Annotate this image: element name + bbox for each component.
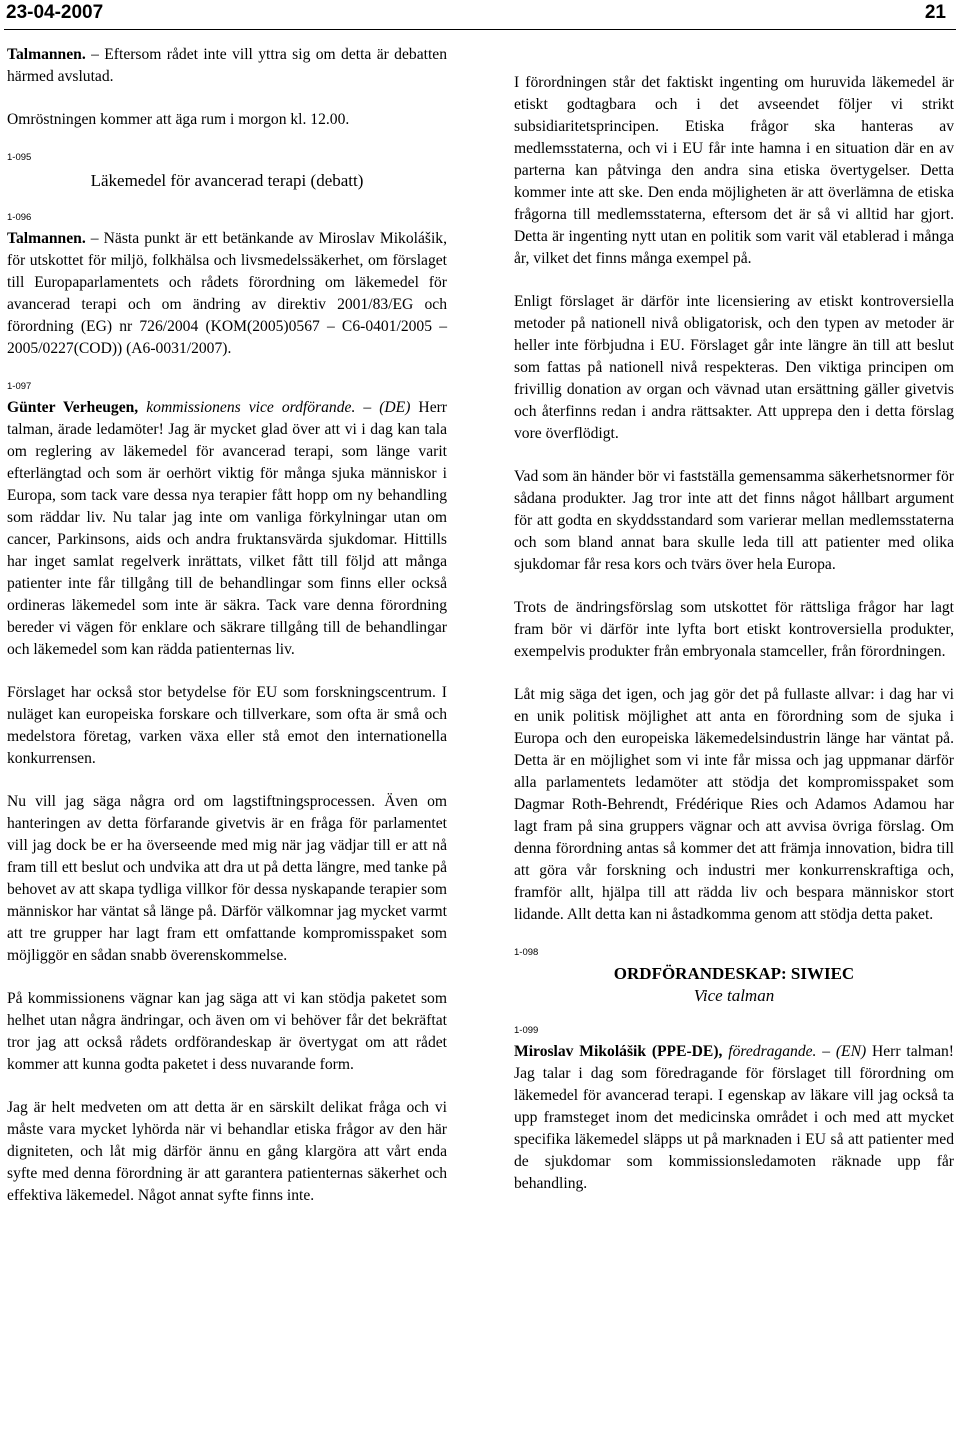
speaker-role: kommissionens vice ordförande. – (DE) [138, 399, 411, 416]
header-rule [4, 29, 956, 30]
paragraph-text: Vad som än händer bör vi fastställa gemensamma säkerhetsnormer för sådana produkter. Jag tror inte att det finns något hållbart argument för att godta en skyddsstandard som varierar mellan medlemsstaterna och som bland annat bara skulle leda till att patienter med olika sjukdomar får resa kors och tvärs över hela Europa. [514, 468, 954, 573]
speaker-name: Günter Verheugen, [7, 399, 139, 416]
paragraph-text: Herr talman, ärade ledamöter! Jag är mycket glad över att vi i dag kan tala om reglering av läkemedel för avancerad terapi, som länge varit efterlängtad och som är oerhört viktig för många sjuka människor i Europa, som tack vare dessa nya terapier fått hopp om ny behandling som räddar liv. Nu talar jag inte om vanliga förkylningar utan om cancer, Parkinsons, aids och andra fruktansvärda sjukdomar. Hittills har inget samlat regelverk inrättats, vilket fått till följd att många patienter inte får tillgång till de behandlingar som finns eller också ordineras läkemedel som inte är säkra. Tack vare denna förordning bereder vi vägen för enklare och säkrare tillgång till de behandlingar och läkemedel som kan rädda patienternas liv. [7, 399, 447, 658]
left-column [7, 44, 447, 1228]
item-reference: 1-095 [7, 152, 32, 163]
paragraph-vote: Omröstningen kommer att äga rum i morgon kl. 12.00. [7, 111, 350, 128]
paragraph-text: Förslaget har också stor betydelse för EU som forskningscentrum. I nuläget kan europeiska forskare och tillverkare, som ofta är små och medelstora företag, varken växa eller stå emot den internationella konkurrensen. [7, 684, 447, 767]
presidency-heading: ORDFÖRANDESKAP: SIWIEC [613, 964, 855, 983]
right-column [514, 72, 954, 1216]
speaker-name: Talmannen. [7, 46, 86, 63]
page-header [0, 0, 960, 32]
paragraph-text: På kommissionens vägnar kan jag säga att vi kan stödja paketet som helhet utan några ändringar, och även om vi behöver får det bekräftat tror jag att också rådets ordförandeskap är övertygat om att rådet kommer att kunna godta paketet i dess nuvarande form. [7, 990, 447, 1073]
paragraph-text: – Nästa punkt är ett betänkande av Miroslav Mikolášik, för utskottet för miljö, folkhälsa och livsmedelssäkerhet, om förslaget till Europaparlamentets och rådets förordning om läkemedel för avancerad terapi och om ändring av direktiv 2001/83/EG och förordning (EG) nr 726/2004 (KOM(2005)0567 – C6-0401/2005 – 2005/0227(COD)) (A6-0031/2007). [7, 230, 447, 357]
paragraph-text: Herr talman! Jag talar i dag som föredragande för förslaget till förordning om läkemedel för avancerad terapi. I egenskap av läkare vill jag också ta upp framsteget inom det medicinska området i och med att mycket specifika läkemedel släpps ut på marknaden i EU så att patienter med de sjukdomar som kommissionsledamoten räknade upp får behandling. [514, 1043, 955, 1192]
speaker-name: Talmannen. [7, 230, 86, 247]
paragraph-text: Låt mig säga det igen, och jag gör det på fullaste allvar: i dag har vi en unik politisk möjlighet att anta en förordning som de sjuka i Europa och den europeiska läkemedelsindustrin länge har väntat på. Detta är en möjlighet som vi inte får missa och jag uppmanar därför alla parlamentets ledamöter att stödja det kompromisspaket som Dagmar Roth-Behrendt, Frédérique Ries och Adamos Adamou har lagt fram på sina gruppers vägnar och att avvisa övriga förslag. Om denna förordning antas så kommer det att främja innovation, bidra till att göra vår forskning och industri mer konkurrenskraftiga och, framför allt, hjälpa till att rädda liv och bespara människor stort lidande. Allt detta kan ni åstadkomma genom att stödja detta paket. [514, 686, 954, 923]
item-reference: 1-097 [7, 381, 32, 392]
section-heading: Läkemedel för avancerad terapi (debatt) [90, 171, 364, 190]
item-reference: 1-098 [514, 947, 539, 958]
item-reference: 1-096 [7, 212, 32, 223]
paragraph-text: – Eftersom rådet inte vill yttra sig om detta är debatten härmed avslutad. [7, 46, 447, 85]
paragraph-closing [7, 44, 447, 88]
paragraph-text: Trots de ändringsförslag som utskottet för rättsliga frågor har lagt fram bör vi därför inte lyfta bort etiskt kontroversiella produkter, exempelvis produkter från embryonala stamceller, från förordningen. [514, 599, 954, 660]
paragraph-text: Enligt förslaget är därför inte licensiering av etiskt kontroversiella metoder på nationell nivå obligatorisk, och den typen av metoder är heller inte förbjudna i EU. Förslaget går inte längre än till att beslut som fattas på nationell nivå respekteras. Den viktiga principen om frivillig donation av organ och vävnad utan ersättning gäller givetvis och återfinns redan i andra rättsakter. Att upprepa den i detta förslag vore överflödigt. [514, 293, 954, 442]
speaker-name: Miroslav Mikolášik (PPE-DE), [514, 1043, 723, 1060]
header-date: 23-04-2007 [6, 2, 104, 23]
paragraph-text: Nu vill jag säga några ord om lagstiftningsprocessen. Även om hanteringen av detta förfarande givetvis är en fråga för parlamentet vill jag dock be er ha överseende med mig när jag vädjar till er att nå fram till ett beslut och undvika att dra ut på detta längre, med tanke på behovet av att skapa tydliga villkor för dessa nyskapande terapier som människor har väntat så länge på. Därför välkomnar jag mycket varmt att tre grupper har lagt fram ett omfattande kompromisspaket som möjliggör en sådan snabb överenskommelse. [7, 793, 447, 964]
paragraph-intro [7, 228, 447, 360]
paragraph-text: I förordningen står det faktiskt ingenting om huruvida läkemedel är etiskt godtagbara och i det avseendet följer vi strikt subsidiaritetsprincipen. Etiska frågor ska hanteras av medlemsstaterna, och vi i EU får inte hamna i en situation där en av parterna kan påtvinga den andra sina etiska övertygelser. Detta kommer inte att ske. Den enda möjligheten är att överlämna de etiska frågorna till medlemsstaterna, eftersom det är så vi alltid har gjort. Detta är ingenting nytt utan en politik som varit väl etablerad i många år, vilket det finns många exempel på. [514, 74, 954, 267]
vice-president-label: Vice talman [693, 986, 775, 1005]
item-reference: 1-099 [514, 1025, 539, 1036]
paragraph-text: Jag är helt medveten om att detta är en särskilt delikat fråga och vi måste vara mycket lyhörda när vi behandlar etiska frågor av den här digniteten, och låt mig därför ännu en gång klargöra att vårt enda syfte med denna förordning är att garantera patienternas säkerhet och effektiva läkemedel. Något annat syfte finns inte. [7, 1099, 447, 1204]
page-number: 21 [924, 2, 946, 23]
speaker-role: föredragande. – (EN) [722, 1043, 867, 1060]
paragraph-speech [514, 1041, 954, 1195]
paragraph-speech [7, 397, 447, 661]
